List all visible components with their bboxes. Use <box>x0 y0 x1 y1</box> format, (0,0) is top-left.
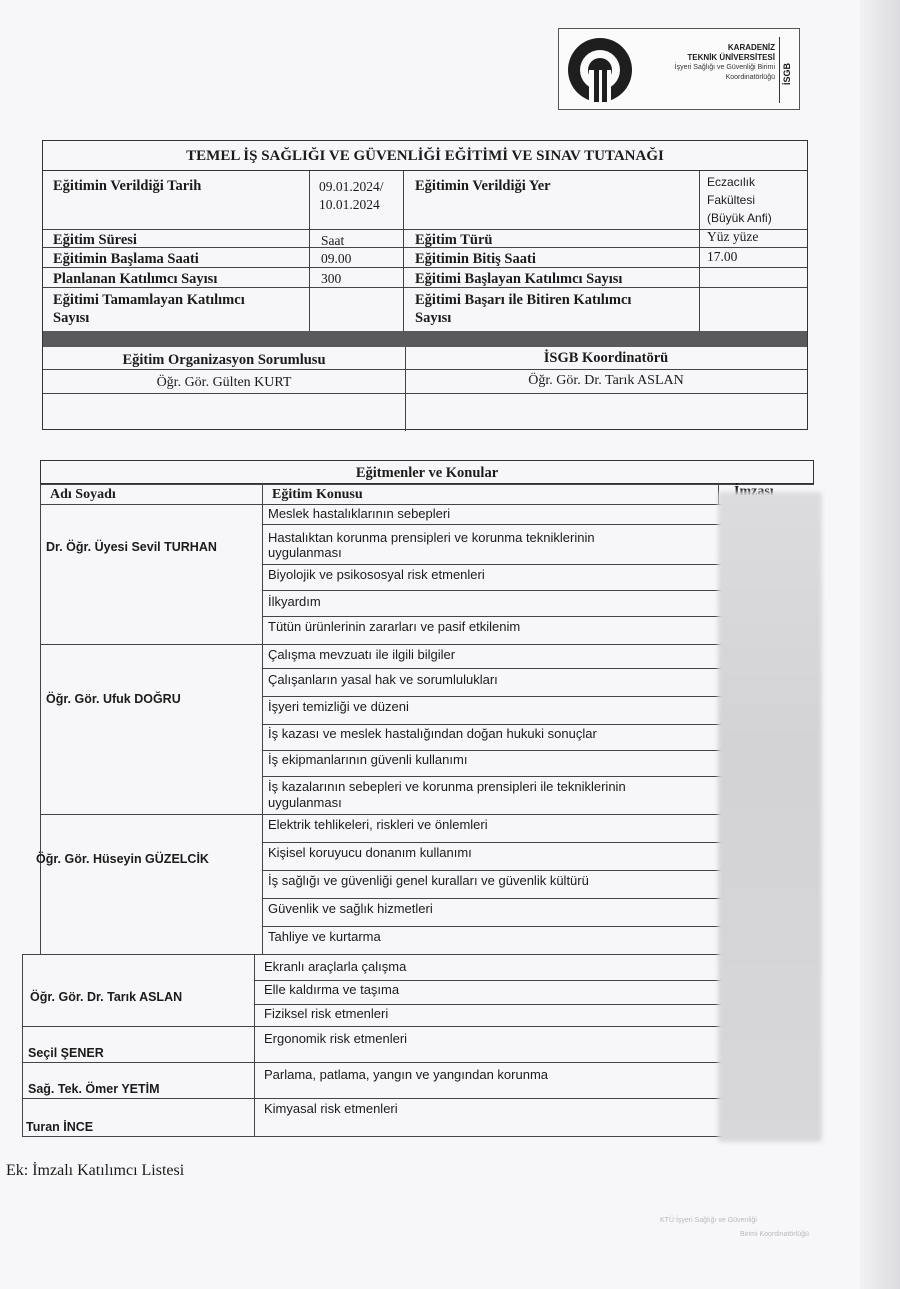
topic-item: uygulanması <box>268 795 342 810</box>
table-left-edge <box>22 954 23 1136</box>
stamp-watermark <box>660 1214 809 1242</box>
passed-participants-label-2: Sayısı <box>415 310 452 326</box>
topic-row-line <box>262 668 740 669</box>
trainer-name: Dr. Öğr. Üyesi Sevil TURHAN <box>46 540 217 554</box>
topic-row-line <box>262 564 740 565</box>
organizer-label: Eğitim Organizasyon Sorumlusu <box>122 352 326 368</box>
row-divider <box>43 287 807 288</box>
completed-participants-label-2: Sayısı <box>53 310 90 326</box>
start-time-label: Eğitimin Başlama Saati <box>53 251 199 267</box>
place-value-2: Fakültesi <box>707 193 756 207</box>
topic-item: İş sağlığı ve güvenliği genel kuralları ve güvenlik kültürü <box>268 873 589 888</box>
coordinator-name: Öğr. Gör. Dr. Tarık ASLAN <box>528 373 684 388</box>
trainer-name: Turan İNCE <box>26 1120 94 1134</box>
trainers-table <box>22 460 814 1136</box>
topic-item: Kimyasal risk etmenleri <box>264 1101 398 1116</box>
topic-item: Meslek hastalıklarının sebepleri <box>268 506 451 521</box>
end-time-value: 17.00 <box>707 249 738 264</box>
planned-participants-label: Planlanan Katılımcı Sayısı <box>53 271 218 287</box>
topic-row-line <box>262 696 740 697</box>
topic-row-line <box>262 870 740 871</box>
row-divider <box>43 369 807 370</box>
topic-item: Tütün ürünlerinin zararları ve pasif etkilenim <box>268 619 521 634</box>
place-value-3: (Büyük Anfi) <box>707 211 772 225</box>
topic-item: Tahliye ve kurtarma <box>268 929 381 944</box>
trainer-name: Öğr. Gör. Ufuk DOĞRU <box>46 692 181 706</box>
topic-item: Kişisel koruyucu donanım kullanımı <box>268 845 472 860</box>
col-header-topic: Eğitim Konusu <box>272 487 363 502</box>
completed-participants-label-1: Eğitimi Tamamlayan Katılımcı <box>53 292 245 308</box>
group-separator <box>40 814 740 815</box>
topic-row-line <box>262 898 740 899</box>
topic-item: Biyolojik ve psikososyal risk etmenleri <box>268 567 485 582</box>
table-bottom-line <box>22 1136 738 1137</box>
topic-row-line <box>262 750 740 751</box>
group-separator <box>22 1062 738 1063</box>
duration-value: Saat <box>321 233 345 248</box>
date-label: Eğitimin Verildiği Tarih <box>53 178 202 194</box>
topic-item: Güvenlik ve sağlık hizmetleri <box>268 901 433 916</box>
topic-item: İş kazalarının sebepleri ve korunma prensipleri ile tekniklerinin <box>268 779 626 794</box>
group-separator <box>22 1026 738 1027</box>
topic-item: uygulanması <box>268 545 342 560</box>
group-separator <box>40 644 740 645</box>
row-divider <box>43 393 807 394</box>
logo-side-label: İSGB <box>782 63 792 86</box>
topic-item: Ekranlı araçlarla çalışma <box>264 959 407 974</box>
duration-label: Eğitim Süresi <box>53 232 137 248</box>
background-edge <box>860 0 900 1289</box>
logo-divider <box>779 37 780 103</box>
watermark-line-1: KTÜ İşyeri Sağlığı ve Güvenliği <box>660 1217 757 1224</box>
topic-item: İş kazası ve meslek hastalığından doğan hukuki sonuçlar <box>268 726 597 741</box>
topic-item: Elektrik tehlikeleri, riskleri ve önlemleri <box>268 817 488 832</box>
end-time-label: Eğitimin Bitiş Saati <box>415 251 536 267</box>
table-left-edge <box>40 484 41 954</box>
group-separator <box>22 1098 738 1099</box>
topic-item: Çalışanların yasal hak ve sorumlulukları <box>268 672 498 687</box>
logo-line-1: KARADENİZ <box>727 43 775 52</box>
watermark-line-2: Birimi Koordinatörlüğü <box>740 1231 809 1238</box>
logo-line-3: İşyeri Sağlığı ve Güvenliği Birimi <box>674 64 775 71</box>
university-logo-box <box>558 28 800 110</box>
topic-row-line <box>262 524 740 525</box>
topic-item: Fiziksel risk etmenleri <box>264 1006 389 1021</box>
type-label: Eğitim Türü <box>415 232 493 248</box>
topic-item: Parlama, patlama, yangın ve yangından korunma <box>264 1067 549 1082</box>
row-divider <box>43 267 807 268</box>
started-participants-label: Eğitimi Başlayan Katılımcı Sayısı <box>415 271 623 287</box>
topic-row-line <box>254 980 738 981</box>
logo-text <box>643 43 775 83</box>
trainer-name: Seçil ŞENER <box>28 1046 104 1060</box>
topic-item: İlkyardım <box>268 594 321 609</box>
date-value-2: 10.01.2024 <box>319 197 380 212</box>
name-topic-divider <box>262 484 263 954</box>
trainer-name: Öğr. Gör. Hüseyin GÜZELCİK <box>36 852 209 866</box>
topic-row-line <box>262 842 740 843</box>
topic-row-line <box>262 776 740 777</box>
trainer-name: Öğr. Gör. Dr. Tarık ASLAN <box>30 990 183 1004</box>
coordinator-label: İSGB Koordinatörü <box>543 350 669 366</box>
trainer-name: Sağ. Tek. Ömer YETİM <box>28 1082 160 1096</box>
training-record-table <box>42 140 808 430</box>
form-title: TEMEL İŞ SAĞLIĞI VE GÜVENLİĞİ EĞİTİMİ VE SINAV TUTANAĞI <box>43 141 807 171</box>
topic-item: Çalışma mevzuatı ile ilgili bilgiler <box>268 647 456 662</box>
start-time-value: 09.00 <box>321 251 352 266</box>
date-value-1: 09.01.2024/ <box>319 179 384 194</box>
header-bottom-line <box>40 504 740 505</box>
topic-item: Hastalıktan korunma prensipleri ve korunma tekniklerinin <box>268 530 595 545</box>
place-label: Eğitimin Verildiği Yer <box>415 178 551 194</box>
header-top-line <box>40 484 814 485</box>
name-topic-divider <box>254 954 255 1136</box>
logo-line-4: Koordinatörlüğü <box>725 74 775 81</box>
section-separator-band <box>43 331 807 347</box>
topic-item: Ergonomik risk etmenleri <box>264 1031 408 1046</box>
ktu-logo-icon <box>565 35 635 105</box>
row-divider <box>43 229 807 230</box>
topic-row-line <box>262 926 740 927</box>
topic-row-line <box>262 724 740 725</box>
place-value-1: Eczacılık <box>707 175 756 189</box>
redacted-signatures <box>718 492 822 1142</box>
attachment-note: Ek: İmzalı Katılımcı Listesi <box>6 1162 185 1179</box>
topic-item: Elle kaldırma ve taşıma <box>264 982 400 997</box>
topic-row-line <box>254 1004 738 1005</box>
col-divider <box>309 171 310 331</box>
topic-item: İşyeri temizliği ve düzeni <box>268 699 409 714</box>
trainers-title: Eğitmenler ve Konular <box>40 460 814 484</box>
topic-item: İş ekipmanlarının güvenli kullanımı <box>268 752 468 767</box>
topic-row-line <box>262 590 740 591</box>
logo-line-2: TEKNİK ÜNİVERSİTESİ <box>687 53 775 62</box>
topic-row-line <box>262 616 740 617</box>
type-value: Yüz yüze <box>707 229 759 244</box>
planned-participants-value: 300 <box>321 271 342 286</box>
group-separator <box>22 954 738 955</box>
col-divider <box>403 171 404 331</box>
passed-participants-label-1: Eğitimi Başarı ile Bitiren Katılımcı <box>415 292 632 308</box>
organizer-name: Öğr. Gör. Gülten KURT <box>156 375 292 390</box>
col-header-name: Adı Soyadı <box>50 487 116 502</box>
